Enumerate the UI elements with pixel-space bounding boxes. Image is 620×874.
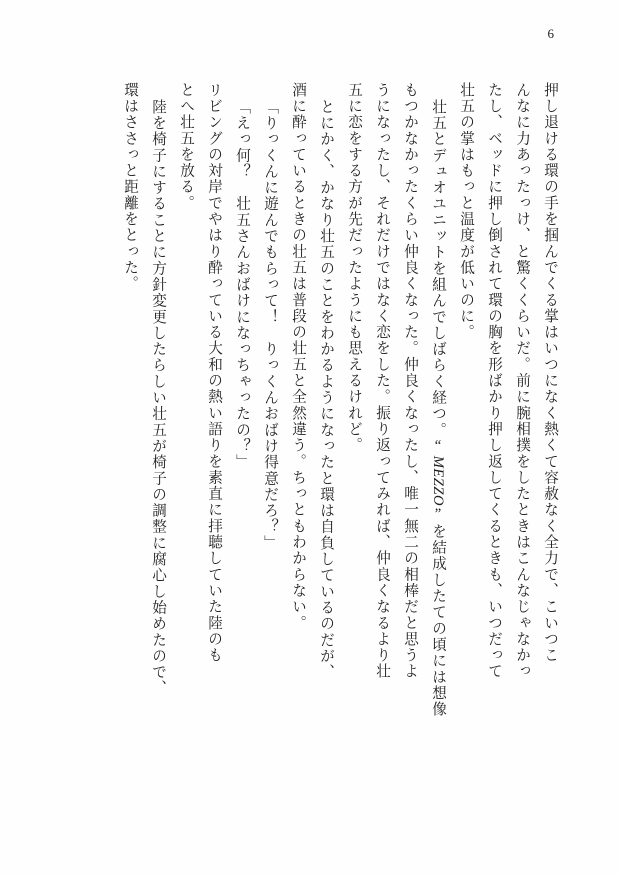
- vertical-text-body: [56, 82, 564, 822]
- text-line: 陸を椅子にすることに方針変更したらしい壮五が椅子の調整に腐心し始めたので、: [150, 99, 166, 697]
- text-line: 環はささっと距離をとった。: [122, 82, 138, 292]
- text-line: 五に恋をする方が先だったようにも思えるけれど。: [346, 82, 362, 454]
- latin-run: MEZZO: [430, 455, 446, 507]
- text-line: 「えっ何？ 壮五さんおばけになっちゃったの？」: [234, 99, 250, 471]
- text-line: とにかく、かなり壮五のことをわかるようになったと環は自負しているのだが、: [318, 99, 334, 681]
- text-line: 「りっくんに遊んでもらって！ りっくんおばけ得意だろ？」: [262, 99, 278, 552]
- text-line: 酒に酔っているときの壮五は普段の壮五と全然違う。ちっともわからない。: [290, 82, 306, 632]
- text-line: 押し退ける環の手を掴んでくる掌はいつになく熱くて容赦なく全力で、こいつこ: [542, 82, 558, 664]
- text-line: もつかなかったくらい仲良くなった。仲良くなったし、唯一無二の相棒だと思うよ: [402, 82, 418, 680]
- page-number: 6: [547, 26, 554, 41]
- text-line: リビングの対岸でやはり酔っている大和の熱い語りを素直に拝聴していた陸のも: [206, 82, 222, 664]
- text-line: とへ壮五を放る。: [178, 82, 194, 212]
- text-line: うになったし、それだけではなく恋をした。振り返ってみれば、仲良くなるより壮: [374, 82, 390, 680]
- text-line: んなに力あったっけ、と驚くくらいだ。前に腕相撲をしたときはこんなじゃなかっ: [514, 82, 530, 680]
- text-line: 壮五の掌はもっと温度が低いのに。: [458, 82, 474, 341]
- text-line: 壮五とデュオユニットを組んでしばらく経つ。“MEZZO”を結成したての頃には想像: [430, 99, 446, 718]
- text-line: たし、ベッドに押し倒されて環の胸を形ばかり押し返してくるときも、いつだって: [486, 82, 502, 680]
